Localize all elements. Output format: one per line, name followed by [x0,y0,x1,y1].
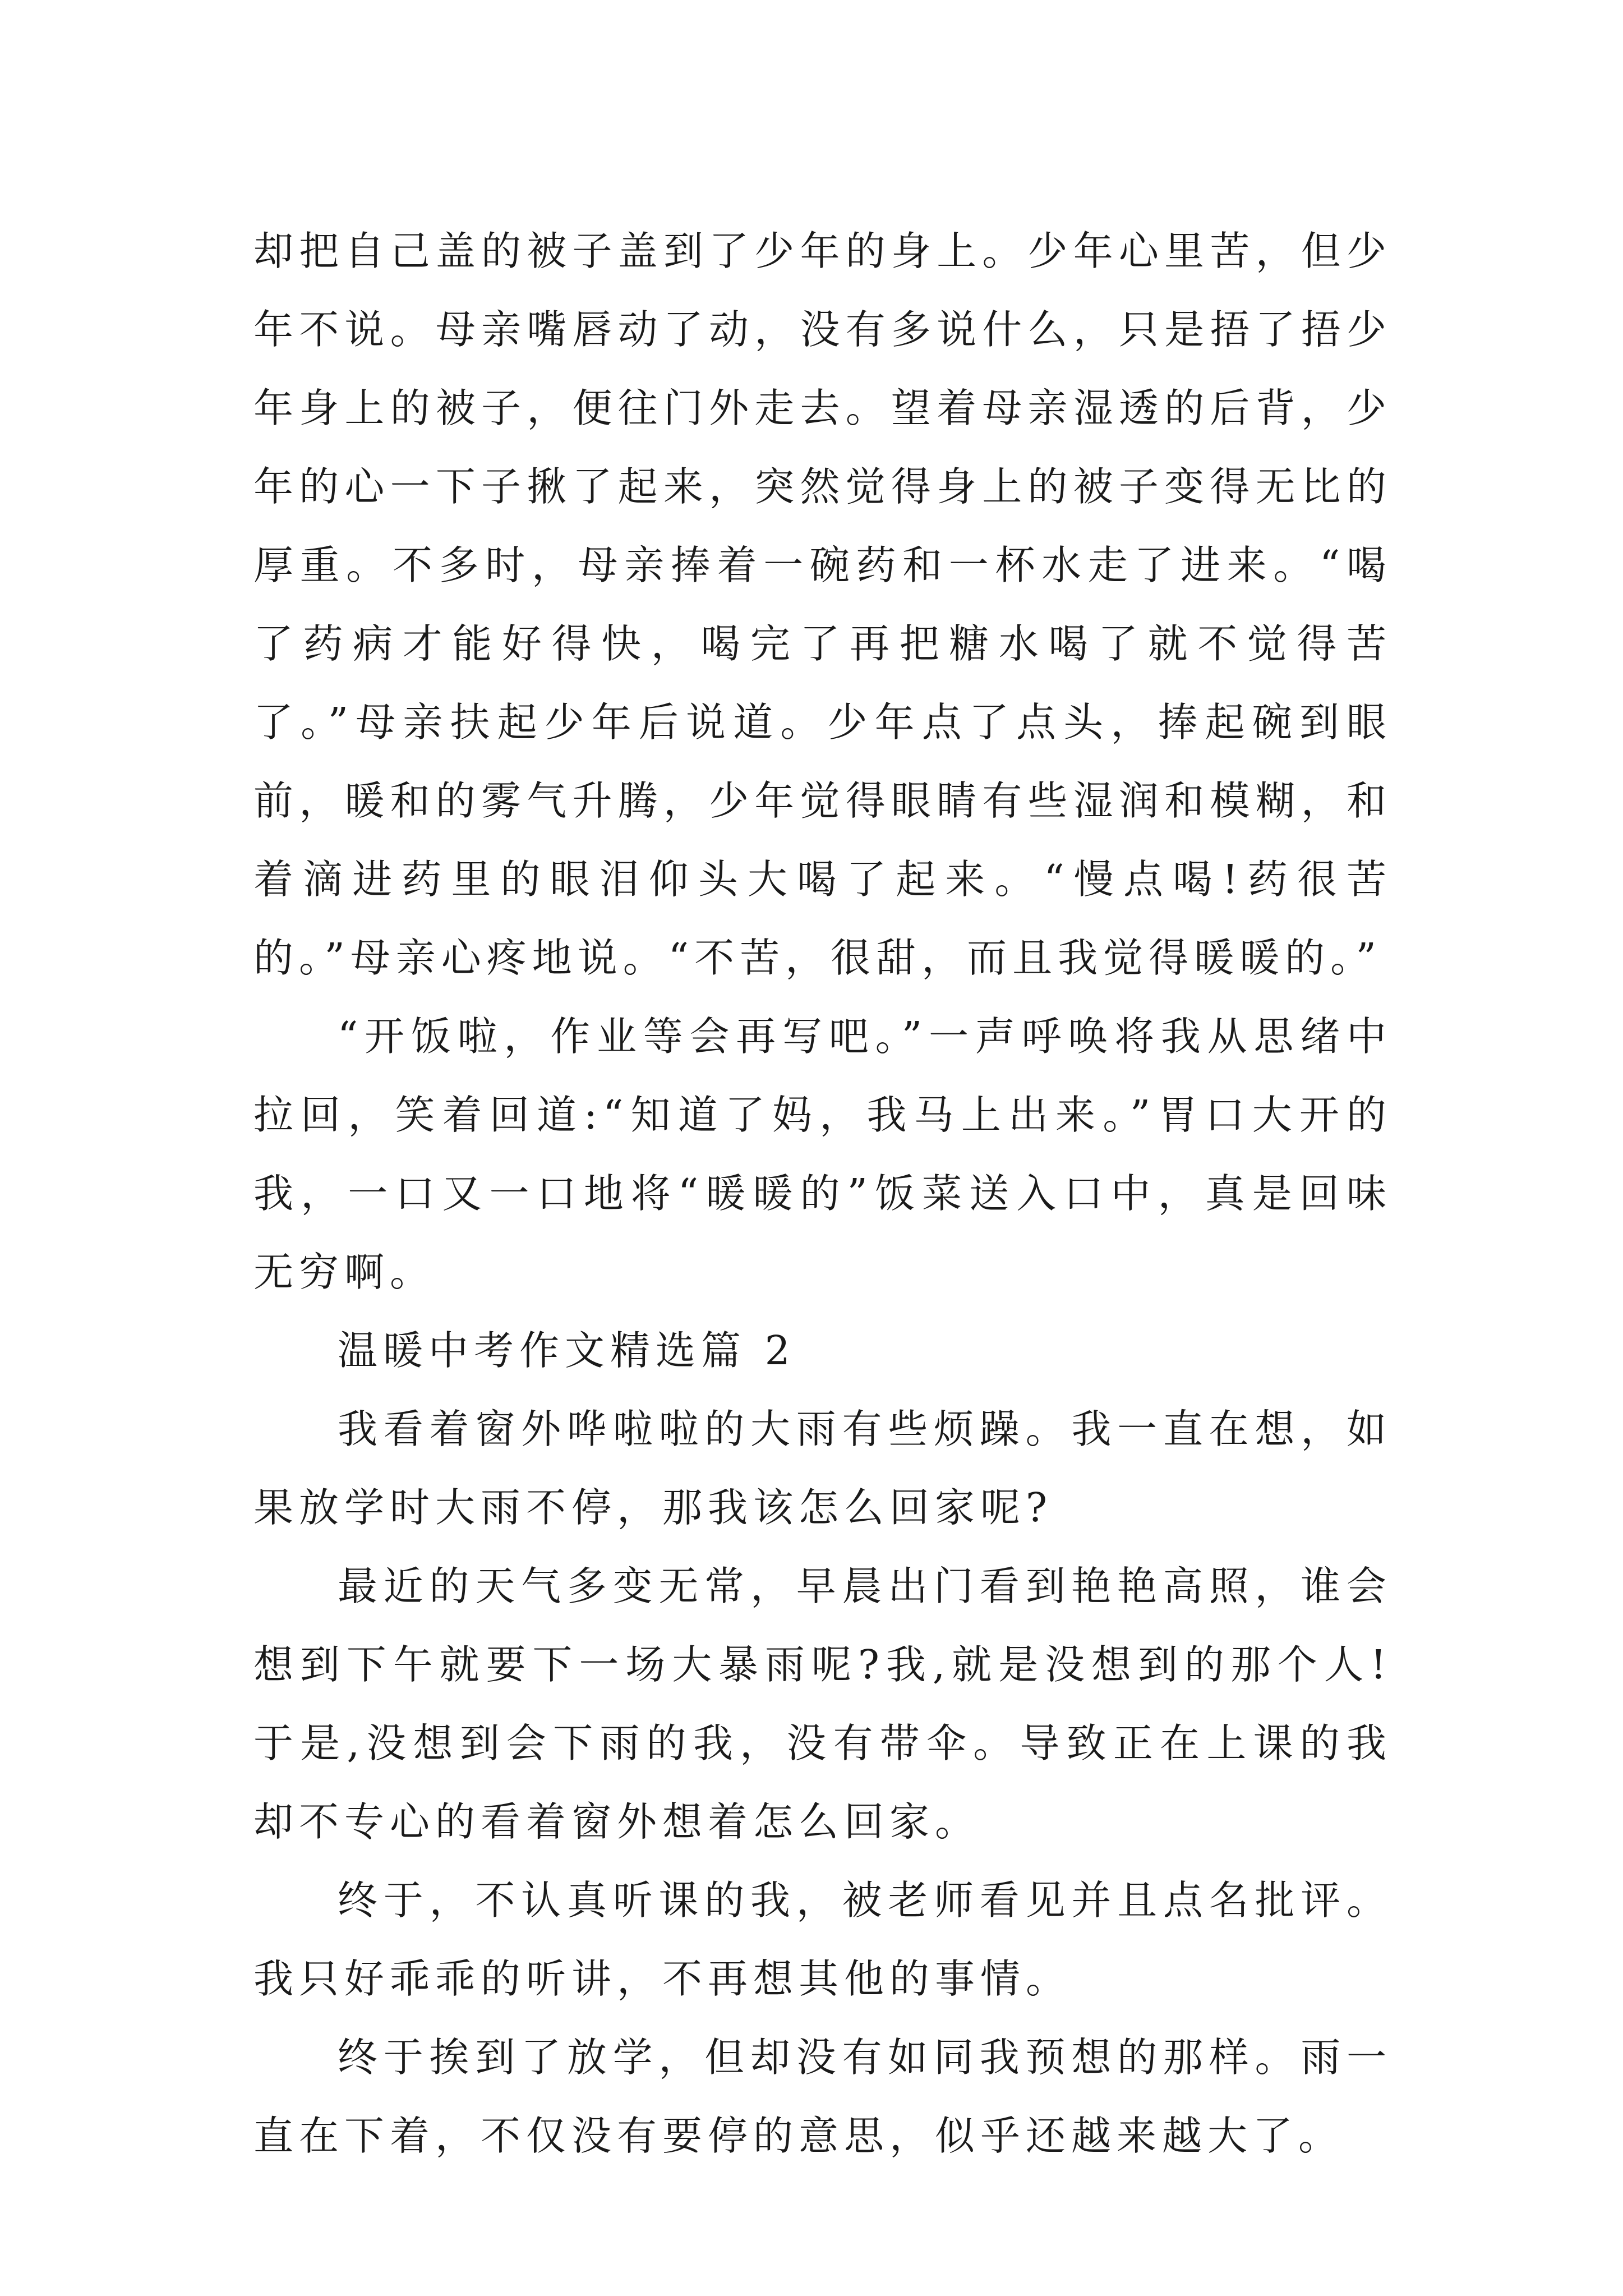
document-body [253,212,1392,2175]
paragraph-story-continuation: 却把自己盖的被子盖到了少年的身上。少年心里苦，但少年不说。母亲嘴唇动了动，没有多说什么，只是捂了捂少年身上的被子，便往门外走去。望着母亲湿透的后背，少年的心一下子揪了起来，突然觉得身上的被子变得无比的厚重。不多时，母亲捧着一碗药和一杯水走了进来。“喝了药病才能好得快，喝完了再把糖水喝了就不觉得苦了。”母亲扶起少年后说道。少年点了点头，捧起碗到眼前，暖和的雾气升腾，少年觉得眼睛有些湿润和模糊，和着滴进药里的眼泪仰头大喝了起来。“慢点喝!药很苦的。”母亲心疼地说。“不苦，很甜，而且我觉得暖暖的。” [253,228,1392,981]
paragraph-dinner-call: “开饭啦，作业等会再写吧。”一声呼唤将我从思绪中拉回，笑着回道:“知道了妈，我马上出来。”胃口大开的我，一口又一口地将“暖暖的”饭菜送入口中，真是回味无穷啊。 [253,1013,1392,1295]
paragraph-after-school: 终于挨到了放学，但却没有如同我预想的那样。雨一直在下着，不仅没有要停的意思，似乎还越来越大了。 [253,2034,1392,2159]
paragraph-teacher-criticism: 终于，不认真听课的我，被老师看见并且点名批评。我只好乖乖的听讲，不再想其他的事情。 [253,1877,1392,2002]
paragraph-weather-change: 最近的天气多变无常，早晨出门看到艳艳高照，谁会想到下午就要下一场大暴雨呢?我,就是没想到的那个人!于是,没想到会下雨的我，没有带伞。导致正在上课的我却不专心的看着窗外想着怎么回家。 [253,1563,1392,1845]
paragraph-rain-window: 我看着窗外哗啦啦的大雨有些烦躁。我一直在想，如果放学时大雨不停，那我该怎么回家呢? [253,1406,1392,1531]
essay-heading-2: 温暖中考作文精选篇 2 [338,1327,796,1374]
